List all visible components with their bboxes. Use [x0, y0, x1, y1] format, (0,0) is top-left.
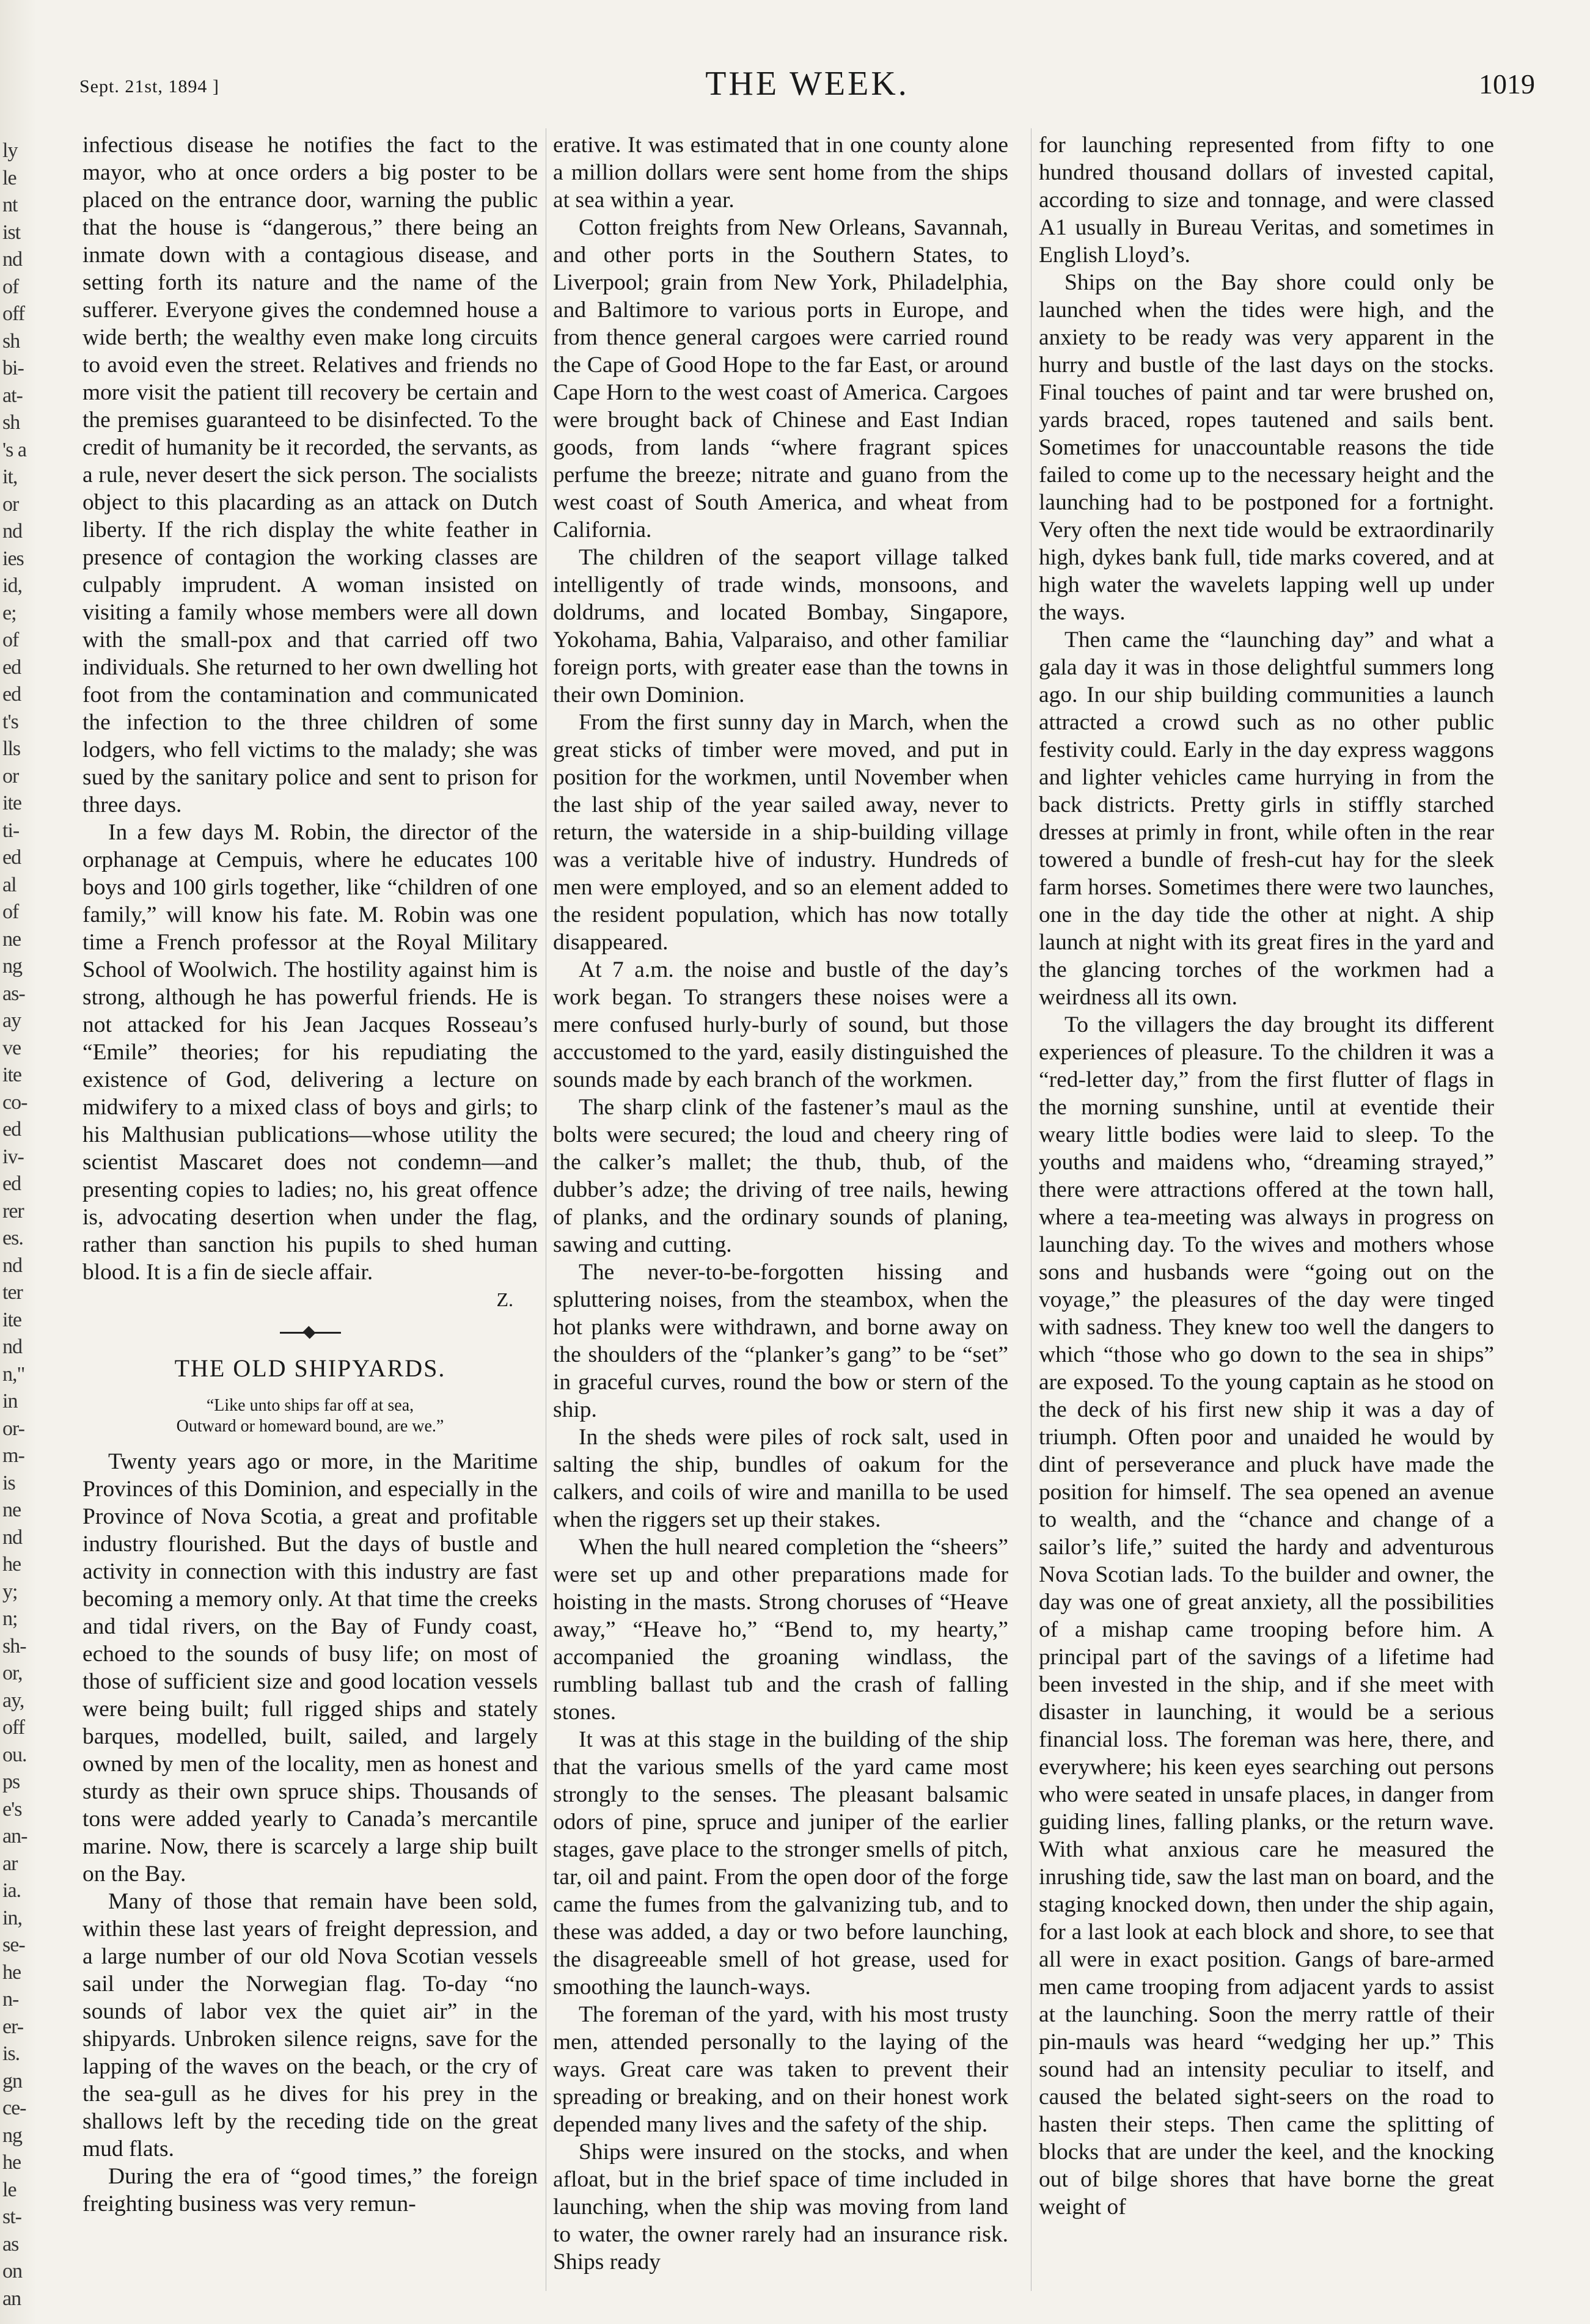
- article-paragraph: At 7 a.m. the noise and bustle of the day’s work began. To strangers these noises were a mere confused hurly-burly of sound, but those acccustomed to the yard, easily distinguished the sounds made by each branch of the workmen.: [553, 957, 1008, 1092]
- gutter-text-fragment: ay,: [2, 1689, 24, 1712]
- gutter-text-fragment: or: [2, 764, 19, 787]
- article-paragraph: Twenty years ago or more, in the Maritime Provinces of this Dominion, and especially in the Province of Nova Scotia, a great and profitable industry flourished. But the days of bustle and activity in connection with this industry are fast becoming a memory only. At that time the creeks and tidal rivers, on the Bay of Fundy coast, echoed to the sounds of busy life; on most of those of sufficient size and good location vessels were being built; full rigged ships and stately barques, modelled, built, sailed, and largely owned by men of the locality, men as honest and sturdy as their own spruce ships. Thousands of tons were added yearly to Canada’s mercantile marine. Now, there is scarcely a large ship built on the Bay.: [82, 1449, 538, 1887]
- gutter-text-fragment: he: [2, 1960, 21, 1984]
- section-divider: [280, 1332, 341, 1334]
- gutter-text-fragment: off: [2, 302, 25, 325]
- gutter-text-fragment: on: [2, 2260, 22, 2282]
- article-paragraph: When the hull neared completion the “sheers” were set up and other preparations made for hoisting in the masts. Strong choruses of “Heave away,” “Heave ho,” “Bend to, my hearty,” accompanied the groaning windlass, the rumbling ballast tub and the crash of falling stones.: [553, 1535, 1008, 1725]
- gutter-text-fragment: ng: [2, 2124, 22, 2147]
- gutter-text-fragment: of: [2, 275, 19, 298]
- article-paragraph: In a few days M. Robin, the director of the orphanage at Cempuis, where he educates 100 boys and 100 girls together, like “children of one family,” will know his fate. M. Robin was one time a French professor at the Royal Military School of Woolwich. The hostility against him is strong, although he has powerful friends. He is not attacked for his Jean Jacques Rosseau’s “Emile” theories; for his repudiating the existence of God, delivering a lecture on midwifery to a mixed class of boys and girls; to his Malthusian publications—whose utility the scientist Mascaret does not condemn—and presenting copies to ladies; no, his great offence is, advocating desertion when under the flag, rather than sanction his pupils to shed human blood. It is a fin de siecle affair.: [82, 820, 538, 1285]
- epigraph: [82, 1395, 538, 1437]
- adjacent-page-gutter: [0, 0, 37, 2324]
- gutter-text-fragment: ce-: [2, 2097, 26, 2119]
- gutter-text-fragment: ne: [2, 927, 21, 951]
- article-paragraph: The never-to-be-forgotten hissing and spluttering noises, from the steambox, when the hot planks were withdrawn, and borne away on the shoulders of the “planker’s gang” to be “set” in graceful curves, round the bow or stern of the ship.: [553, 1260, 1008, 1422]
- gutter-text-fragment: se-: [2, 1934, 25, 1956]
- gutter-text-fragment: n,": [2, 1362, 25, 1386]
- article-paragraph: During the era of “good times,” the foreign freighting business was very remun-: [82, 2164, 538, 2216]
- article-title: THE OLD SHIPYARDS.: [174, 1354, 446, 1382]
- gutter-text-fragment: or: [2, 492, 19, 516]
- gutter-text-fragment: le: [2, 166, 16, 189]
- article-paragraph: for launching represented from fifty to one hundred thousand dollars of invested capital, according to size and tonnage, and were classed A1 usually in Bureau Veritas, and sometimes in English Lloyd’s.: [1039, 133, 1494, 268]
- gutter-text-fragment: or-: [2, 1417, 24, 1440]
- gutter-text-fragment: sh-: [2, 1634, 26, 1657]
- gutter-text-fragment: ly: [2, 139, 18, 162]
- gutter-text-fragment: st-: [2, 2205, 21, 2228]
- gutter-text-fragment: nd: [2, 1336, 22, 1358]
- gutter-text-fragment: co-: [2, 1091, 27, 1114]
- article-paragraph: Ships on the Bay shore could only be launched when the tides were high, and the anxiety to be ready was very apparent in the hurry and bustle of the last days on the stocks. Final touches of paint and tar were brushed on, yards braced, ropes tautened and sails bent. Sometimes for unaccountable reasons the tide failed to come up to the necessary height and the launching had to be postponed for a fortnight. Very often the next tide would be extraordinarily high, dykes bank full, tide marks covered, and at high water the wavelets lapping well up under the ways.: [1039, 270, 1494, 625]
- gutter-text-fragment: nt: [2, 194, 18, 216]
- gutter-text-fragment: le: [2, 2178, 16, 2201]
- gutter-text-fragment: ed: [2, 656, 21, 679]
- gutter-text-fragment: id,: [2, 574, 22, 597]
- gutter-text-fragment: sh: [2, 329, 20, 353]
- gutter-text-fragment: or,: [2, 1662, 23, 1684]
- article-paragraph: The sharp clink of the fastener’s maul as the bolts were secured; the loud and cheery ring of the calker’s mallet; the thub, thub, of the dubber’s adze; the driving of tree nails, hewing of planks, and the ordinary sounds of planing, sawing and cutting.: [553, 1095, 1008, 1257]
- gutter-text-fragment: ed: [2, 1172, 21, 1195]
- article-paragraph: To the villagers the day brought its different experiences of pleasure. To the children it was a “red-letter day,” from the first flutter of flags in the morning sunshine, until at eventide their weary little bodies were laid to sleep. To the youths and maidens who, “dreaming strayed,” there were attractions offered at the town hall, where a tea-meeting was always in progress on launching day. To the wives and mothers whose sons and husbands were “going out on the voyage,” the pleasures of the day were tinged with sadness. They knew too well the dangers to which “those who go down to the sea in ships” are exposed. To the young captain as he stood on the deck of his first new ship it was a day of triumph. Often poor and unaided he would by dint of perseverance and pluck have made the position for himself. The sea opened an avenue to wealth, and the “chance and change of a sailor’s life,” suited the hardy and adventurous Nova Scotian lads. To the builder and owner, the day was one of great anxiety, all the possibilities of a mishap came trooping before him. A principal part of the savings of a lifetime had been invested in the ship, and if she meet with disaster in launching, it would be a serious financial loss. The foreman was here, there, and everywhere; his keen eyes searching out persons who were seated in unsafe places, in danger from guiding lines, falling planks, or the return wave. With what anxious care he measured the inrushing tide, saw the last man on board, and the staging knocked down, then under the ship again, for a last look at each block and shore, to see that all were in exact position. Gangs of bare-armed men came trooping from adjacent yards to assist at the launching. Soon the merry rattle of their pin-mauls was heard “wedging her up.” This sound had an intensity peculiar to itself, and caused the belated sight-seers on the road to hasten their steps. Then came the splitting of blocks that are under the keel, and the knocking out of bilge shores that have borne the great weight of: [1039, 1012, 1494, 2220]
- gutter-text-fragment: ng: [2, 955, 22, 977]
- gutter-text-fragment: ies: [2, 547, 24, 570]
- gutter-text-fragment: he: [2, 1553, 21, 1576]
- gutter-text-fragment: ist: [2, 221, 21, 244]
- article-paragraph: In the sheds were piles of rock salt, used in salting the ship, bundles of oakum for the calkers, and coils of wire and manilla to be used when the riggers set up their stakes.: [553, 1425, 1008, 1532]
- article-paragraph: Ships were insured on the stocks, and when afloat, but in the brief space of time included in launching, when the ship was moving from land to water, the owner rarely had an insurance risk. Ships ready: [553, 2139, 1008, 2275]
- gutter-text-fragment: n-: [2, 1988, 19, 2011]
- gutter-text-fragment: nd: [2, 1526, 22, 1549]
- gutter-text-fragment: sh: [2, 411, 20, 434]
- gutter-text-fragment: lls: [2, 737, 21, 760]
- gutter-text-fragment: gn: [2, 2069, 22, 2092]
- gutter-text-fragment: nd: [2, 520, 22, 543]
- journal-title: THE WEEK.: [705, 65, 909, 103]
- gutter-text-fragment: at-: [2, 384, 23, 407]
- gutter-text-fragment: 's a: [2, 438, 26, 461]
- gutter-text-fragment: of: [2, 901, 19, 923]
- running-head: [79, 64, 1535, 107]
- gutter-text-fragment: as-: [2, 982, 25, 1005]
- article-paragraph: From the first sunny day in March, when the great sticks of timber were moved, and put in position for the workmen, until November when the last ship of the year sailed away, never to return, the waterside in a ship-building village was a veritable hive of industry. Hundreds of men were employed, and so an element added to the resident population, which has now totally disappeared.: [553, 710, 1008, 955]
- article-paragraph: It was at this stage in the building of the ship that the various smells of the yard came most strongly to the senses. The pleasant balsamic odors of pine, spruce and juniper of the earlier stages, gave place to the stronger smells of pitch, tar, oil and paint. From the open door of the forge came the fumes from the galvanizing tub, and to these was added, a day or two before launching, the disagreeable smell of hot grease, used for smoothing the launch-ways.: [553, 1727, 1008, 2000]
- article-paragraph: Many of those that remain have been sold, within these last years of freight depression, and a large number of our old Nova Scotian vessels sail under the Norwegian flag. To-day “no sounds of labor vex the quiet air” in the shipyards. Unbroken silence reigns, save for the lapping of the waves on the beach, or the cry of the sea-gull as he dives for his prey in the shallows left by the receding tide on the great mud flats.: [82, 1889, 538, 2161]
- gutter-text-fragment: ay: [2, 1009, 21, 1032]
- gutter-text-fragment: ti-: [2, 819, 20, 842]
- gutter-text-fragment: ne: [2, 1499, 21, 1521]
- gutter-text-fragment: an: [2, 2287, 21, 2310]
- gutter-text-fragment: is.: [2, 2042, 20, 2065]
- article-paragraph: erative. It was estimated that in one county alone a million dollars were sent home from the ships at sea within a year.: [553, 133, 1008, 213]
- gutter-text-fragment: ve: [2, 1036, 21, 1059]
- gutter-text-fragment: an-: [2, 1825, 27, 1847]
- gutter-text-fragment: m-: [2, 1444, 24, 1467]
- gutter-text-fragment: e's: [2, 1797, 22, 1821]
- gutter-text-fragment: n;: [2, 1607, 18, 1630]
- gutter-text-fragment: as: [2, 2232, 19, 2256]
- gutter-text-fragment: iv-: [2, 1145, 24, 1168]
- gutter-text-fragment: ou.: [2, 1743, 27, 1766]
- gutter-text-fragment: ite: [2, 1064, 21, 1086]
- article-paragraph: The foreman of the yard, with his most trusty men, attended personally to the laying of the ways. Great care was taken to prevent their spreading or breaking, and on their honest work depended many lives and the safety of the ship.: [553, 2002, 1008, 2137]
- gutter-text-fragment: al: [2, 873, 16, 896]
- gutter-text-fragment: ar: [2, 1852, 18, 1875]
- gutter-text-fragment: he: [2, 2151, 21, 2174]
- gutter-text-fragment: ps: [2, 1770, 20, 1793]
- gutter-text-fragment: ed: [2, 683, 21, 706]
- gutter-text-fragment: off: [2, 1716, 25, 1739]
- column-1: [82, 131, 538, 2294]
- gutter-text-fragment: of: [2, 629, 19, 651]
- gutter-text-fragment: ed: [2, 846, 21, 869]
- gutter-text-fragment: bi-: [2, 357, 24, 379]
- column-3: [1039, 131, 1494, 2294]
- article-paragraph: Cotton freights from New Orleans, Savannah, and other ports in the Southern States, to Liverpool; grain from New York, Philadelphia, and Baltimore to various ports in Europe, and from thence general cargoes were carried round the Cape of Good Hope to the far East, or around Cape Horn to the west coast of America. Cargoes were brought back of Chinese and East Indian goods, from lands “where fragrant spices perfume the breeze; nitrate and guano from the west coast of South America, and wheat from California.: [553, 215, 1008, 543]
- gutter-text-fragment: ia.: [2, 1879, 21, 1902]
- gutter-text-fragment: ed: [2, 1118, 21, 1141]
- gutter-text-fragment: it,: [2, 466, 18, 488]
- gutter-text-fragment: t's: [2, 710, 18, 733]
- epigraph-line: “Like unto ships far off at sea,: [206, 1396, 414, 1415]
- gutter-text-fragment: es.: [2, 1227, 23, 1249]
- gutter-text-fragment: rer: [2, 1199, 24, 1222]
- column-2: [553, 131, 1008, 2294]
- gutter-text-fragment: y;: [2, 1580, 18, 1603]
- gutter-text-fragment: nd: [2, 1254, 22, 1277]
- gutter-text-fragment: in: [2, 1390, 18, 1412]
- article-paragraph: Then came the “launching day” and what a gala day it was in those delightful summers long ago. In our ship building communities a launch attracted a crowd such as no other public festivity could. Early in the day express waggons and lighter vehicles came hurrying in from the back districts. Pretty girls in stiffly starched dresses at primly in front, while often in the rear towered a bundle of fresh-cut hay for the sleek farm horses. Sometimes there were two launches, one in the day tide the other at night. A ship launch at night with its great fires in the yard and the glancing torches of the workmen had a weirdness all its own.: [1039, 627, 1494, 1010]
- gutter-text-fragment: ite: [2, 1308, 21, 1331]
- page-number: 1019: [1479, 68, 1535, 100]
- issue-date: Sept. 21st, 1894 ]: [79, 76, 219, 97]
- article-paragraph: infectious disease he notifies the fact to the mayor, who at once orders a big poster to be placed on the entrance door, warning the public that the house is “dangerous,” there being an inmate down with a contagious disease, and setting forth its nature and the name of the sufferer. Everyone gives the condemned house a wide berth; the wealthy even make long circuits to avoid even the street. Relatives and friends no more visit the patient till recovery be certain and the premises guaranteed to be disinfected. To the credit of humanity be it recorded, the servants, as a rule, never desert the sick person. The socialists object to this placarding as an attack on Dutch liberty. If the rich display the white feather in presence of contagion the working classes are culpably imprudent. A woman insisted on visiting a family whose members were all down with the small-pox and that carried off two individuals. She returned to her own dwelling hot foot from the contamination and communicated the infection to the three children of some lodgers, who fell victims to the malady; she was sued by the sanitary police and sent to prison for three days.: [82, 133, 538, 817]
- gutter-text-fragment: e;: [2, 601, 16, 624]
- article-paragraph: The children of the seaport village talked intelligently of trade winds, monsoons, and doldrums, and located Bombay, Singapore, Yokohama, Bahia, Valparaiso, and other familiar foreign ports, with greater ease than the towns in their own Dominion.: [553, 545, 1008, 707]
- gutter-text-fragment: nd: [2, 248, 22, 271]
- gutter-text-fragment: is: [2, 1471, 15, 1494]
- gutter-text-fragment: er-: [2, 2015, 24, 2038]
- gutter-text-fragment: in,: [2, 1906, 22, 1929]
- gutter-text-fragment: ter: [2, 1281, 23, 1304]
- gutter-text-fragment: ite: [2, 792, 21, 814]
- epigraph-line: Outward or homeward bound, are we.”: [176, 1417, 444, 1436]
- author-signoff: Z.: [496, 1288, 513, 1310]
